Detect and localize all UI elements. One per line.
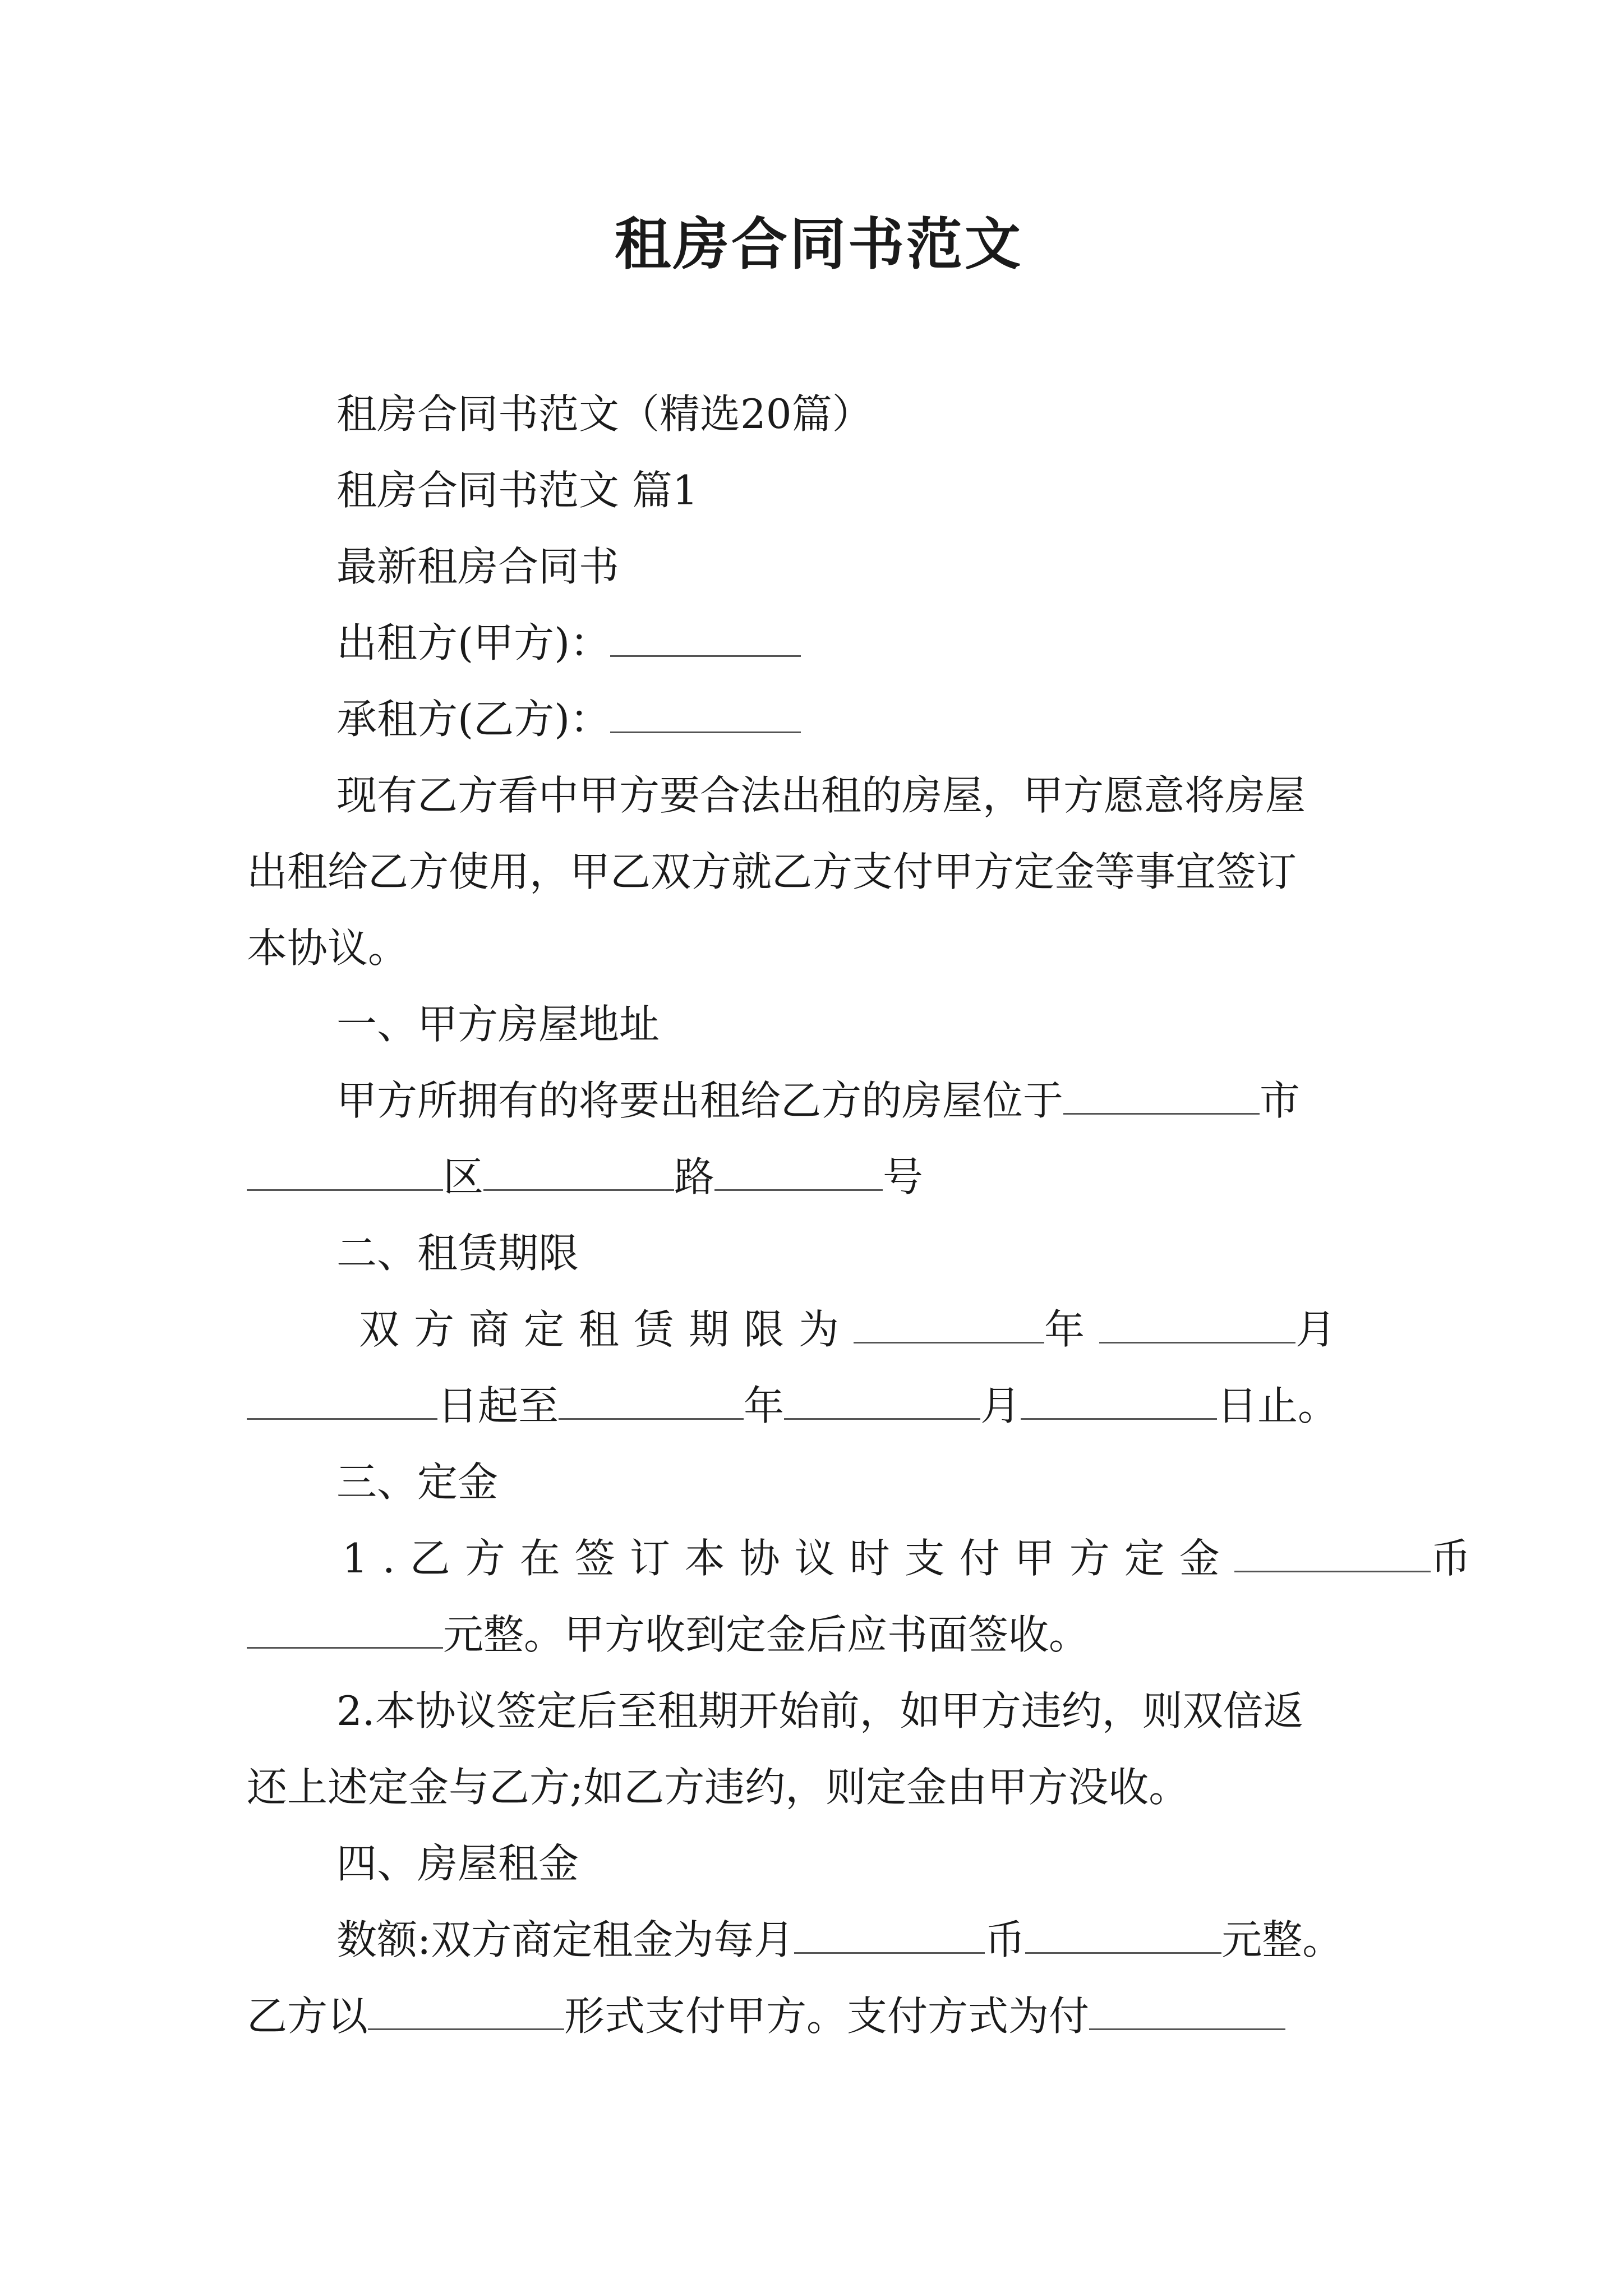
text-l15: 三、定金 <box>336 1458 499 1506</box>
subtitle-line <box>336 376 873 452</box>
address-line <box>247 1139 923 1215</box>
text-l20: 四、房屋租金 <box>336 1840 579 1887</box>
text-l16b: 币 <box>1430 1535 1471 1582</box>
rent-line <box>336 1902 1343 1978</box>
text-l7: 出租给乙方使用，甲乙双方就乙方支付甲方定金等事宜签订 <box>247 848 1297 895</box>
city-blank[interactable] <box>1063 1074 1260 1115</box>
number-blank[interactable] <box>714 1150 883 1191</box>
text-l2: 租房合同书范文 篇1 <box>336 467 698 514</box>
paragraph-line <box>247 1749 1189 1825</box>
start-month-blank[interactable] <box>1099 1303 1295 1343</box>
text-l12: 二、租赁期限 <box>336 1230 579 1277</box>
text-l14a: 日起至 <box>437 1382 559 1429</box>
rent-currency-blank[interactable] <box>794 1913 985 1954</box>
text-l11a: 区 <box>443 1153 484 1200</box>
text-l4: 出租方(甲方)： <box>336 619 611 666</box>
text-l9: 一、甲方房屋地址 <box>336 1001 660 1048</box>
text-l19: 还上述定金与乙方;如乙方违约，则定金由甲方没收。 <box>247 1764 1189 1811</box>
lessee-line <box>336 681 801 757</box>
text-l11c: 号 <box>883 1153 924 1200</box>
text-l10a: 甲方所拥有的将要出租给乙方的房屋位于 <box>336 1077 1064 1124</box>
text-l10b: 市 <box>1260 1077 1301 1124</box>
text-l22b: 形式支付甲方。支付方式为付 <box>564 1993 1090 2040</box>
text-l21a: 数额:双方商定租金为每月 <box>336 1916 795 1963</box>
text-l6: 现有乙方看中甲方要合法出租的房屋，甲方愿意将房屋 <box>336 772 1306 819</box>
start-day-blank[interactable] <box>247 1379 437 1420</box>
term-line <box>359 1291 1336 1368</box>
text-l16a: 1.乙方在签订本协议时支付甲方定金 <box>342 1535 1234 1582</box>
text-l5: 承租方(乙方)： <box>336 696 611 743</box>
road-blank[interactable] <box>483 1150 674 1191</box>
lessor-blank[interactable] <box>610 616 801 657</box>
text-l22a: 乙方以 <box>247 1993 368 2040</box>
text-l3: 最新租房合同书 <box>336 543 620 590</box>
text-l14d: 日止。 <box>1217 1382 1339 1429</box>
contract-heading <box>336 528 619 605</box>
payment-period-blank[interactable] <box>1089 1989 1285 2030</box>
address-line <box>336 1062 1300 1139</box>
district-blank[interactable] <box>247 1150 443 1191</box>
section-heading <box>336 1215 579 1291</box>
text-l14c: 月 <box>980 1382 1021 1429</box>
section-heading <box>336 986 660 1062</box>
paragraph-line <box>336 757 1306 834</box>
document-page <box>247 0 1471 2296</box>
text-l13c: 月 <box>1295 1306 1336 1353</box>
text-l8: 本协议。 <box>247 924 409 972</box>
deposit-currency-blank[interactable] <box>1234 1531 1431 1572</box>
term-line <box>247 1368 1338 1444</box>
deposit-line <box>342 1520 1471 1596</box>
rent-amount-blank[interactable] <box>1025 1913 1221 1954</box>
text-l13b: 年 <box>1044 1306 1100 1353</box>
lessee-blank[interactable] <box>610 692 801 733</box>
text-l21b: 币 <box>985 1916 1026 1963</box>
text-l14b: 年 <box>744 1382 785 1429</box>
text-l17: 元整。甲方收到定金后应书面签收。 <box>443 1611 1090 1658</box>
section-heading <box>336 1444 498 1520</box>
text-l13a: 双方商定租赁期限为 <box>359 1306 854 1353</box>
deposit-line <box>247 1596 1089 1673</box>
payment-form-blank[interactable] <box>368 1989 564 2030</box>
paragraph-line <box>247 910 408 986</box>
rent-line <box>247 1978 1285 2054</box>
lessor-line <box>336 605 801 681</box>
text-l11b: 路 <box>674 1153 715 1200</box>
article-heading <box>336 452 698 528</box>
document-title: 租房合同书范文 <box>615 211 1023 277</box>
deposit-amount-blank[interactable] <box>247 1608 443 1649</box>
section-heading <box>336 1825 579 1902</box>
end-year-blank[interactable] <box>559 1379 744 1420</box>
text-l21c: 元整。 <box>1221 1916 1343 1963</box>
end-month-blank[interactable] <box>784 1379 980 1420</box>
end-day-blank[interactable] <box>1021 1379 1217 1420</box>
paragraph-line <box>336 1673 1304 1749</box>
text-l1: 租房合同书范文（精选20篇） <box>336 390 873 438</box>
text-l18: 2.本协议签定后至租期开始前，如甲方违约，则双倍返 <box>336 1687 1304 1734</box>
start-year-blank[interactable] <box>854 1303 1044 1343</box>
paragraph-line <box>247 834 1297 910</box>
